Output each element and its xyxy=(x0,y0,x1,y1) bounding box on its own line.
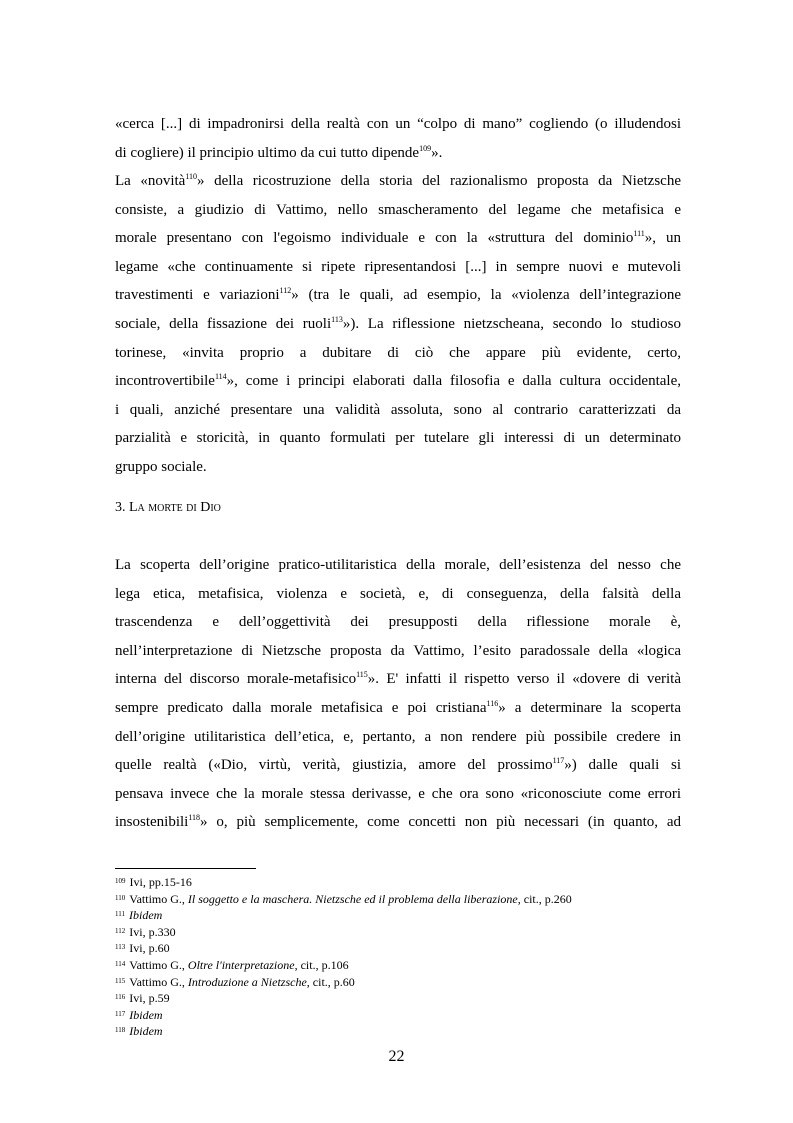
footnote-ref[interactable]: 112 xyxy=(279,286,292,296)
footnote: $^{116}$ Ivi, p.59 xyxy=(115,991,170,1006)
footnote: $^{117}$ Ibidem xyxy=(115,1007,163,1022)
text-line: «cerca [...] di impadronirsi della realtà con un “colpo di mano” cogliendo (o illudendosi xyxy=(115,116,681,132)
footnotes xyxy=(115,874,572,1040)
footnote-separator xyxy=(115,868,256,869)
footnote: $^{112}$ Ivi, p.330 xyxy=(115,924,176,939)
text-line: torinese, «invita proprio a dubitare di ciò che appare più evidente, certo, xyxy=(115,344,681,361)
text-line: sempre predicato dalla morale metafisica e poi cristiana$^{116}$» a determinare la scoperta xyxy=(115,698,681,716)
text-line: pensava invece che la morale stessa derivasse, e che ora sono «riconosciute come errori xyxy=(115,785,681,802)
text-line: di cogliere) il principio ultimo da cui tutto dipende$^{109}$». xyxy=(115,143,443,161)
footnote-ref[interactable]: 110 xyxy=(185,172,198,181)
paragraph-continued xyxy=(115,110,681,167)
text-line: La scoperta dell’origine pratico-utilitaristica della morale, dell’esistenza del nesso che xyxy=(115,557,681,573)
text-line: i quali, anziché presentare una validità assoluta, sono al contrario caratterizzati da xyxy=(115,401,681,418)
footnote-ref[interactable]: 111 xyxy=(633,229,645,239)
footnote: $^{110}$ Vattimo G., Il soggetto e la maschera. Nietzsche ed il problema della liberazione, cit., p.260 xyxy=(115,891,572,906)
footnote: $^{109}$ Ivi, pp.15-16 xyxy=(115,875,192,889)
text-line: sociale, della fissazione dei ruoli$^{113}$»). La riflessione nietzscheana, secondo lo studioso xyxy=(115,314,681,332)
text-line: incontrovertibile$^{114}$», come i principi elaborati dalla filosofia e dalla cultura occidentale, xyxy=(115,372,681,390)
text-line: La «novità$^{110}$» della ricostruzione della storia del razionalismo proposta da Nietzsche xyxy=(115,172,681,189)
footnote-ref[interactable]: 115 xyxy=(356,670,368,680)
text-line: consiste, a giudizio di Vattimo, nello smascheramento del legame che metafisica e xyxy=(115,201,681,218)
footnote: $^{113}$ Ivi, p.60 xyxy=(115,941,170,956)
footnote-ref[interactable]: 116 xyxy=(486,698,499,708)
paragraph-novita xyxy=(115,167,681,482)
footnote: $^{111}$ Ibidem xyxy=(115,908,163,923)
footnote-ref[interactable]: 118 xyxy=(188,813,201,823)
text-line: morale presentano con l'egoismo individuale e con la «struttura del dominio$^{111}$», un xyxy=(115,229,682,247)
page-number: 22 xyxy=(388,1048,405,1065)
footnote-ref[interactable]: 114 xyxy=(214,372,227,382)
text-line: legame «che continuamente si ripete ripresentandosi [...] in sempre nuovi e mutevoli xyxy=(115,258,681,275)
footnote: $^{114}$ Vattimo G., Oltre l'interpretazione, cit., p.106 xyxy=(115,957,349,972)
text-line: gruppo sociale. xyxy=(115,458,207,475)
text-line: parzialità e storicità, in quanto formulati per tutelare gli interessi di un determinato xyxy=(115,430,681,447)
text-line: dell’origine utilitaristica dell’etica, e, pertanto, a non rendere più possibile credere in xyxy=(115,728,681,745)
text-line: quelle realtà («Dio, virtù, verità, giustizia, amore del prossimo$^{117}$») dalle quali si xyxy=(115,756,681,774)
footnote-ref[interactable]: 113 xyxy=(331,314,343,324)
text-line: travestimenti e variazioni$^{112}$» (tra le quali, ad esempio, la «violenza dell’integrazione xyxy=(115,286,681,304)
text-line: insostenibili$^{118}$» o, più semplicemente, come concetti non più necessari (in quanto, ad xyxy=(115,813,681,831)
text-line: trascendenza e dell’oggettività dei presupposti della riflessione morale è, xyxy=(115,614,681,631)
text-line: lega etica, metafisica, violenza e società, e, di conseguenza, della falsità della xyxy=(115,585,681,602)
text-line: interna del discorso morale-metafisico$^{115}$». E' infatti il rispetto verso il «dovere di verità xyxy=(115,670,681,688)
footnote: $^{118}$ Ibidem xyxy=(115,1024,163,1039)
footnote-ref[interactable]: 109 xyxy=(419,143,432,153)
footnote-ref[interactable]: 117 xyxy=(552,756,565,766)
section-heading: 3. La morte di Dio xyxy=(115,500,221,515)
text-line: nell’interpretazione di Nietzsche proposta da Vattimo, l’esito paradossale della «logica xyxy=(115,642,681,659)
paragraph-morte-di-dio xyxy=(115,551,681,837)
footnote: $^{115}$ Vattimo G., Introduzione a Nietzsche, cit., p.60 xyxy=(115,974,355,989)
